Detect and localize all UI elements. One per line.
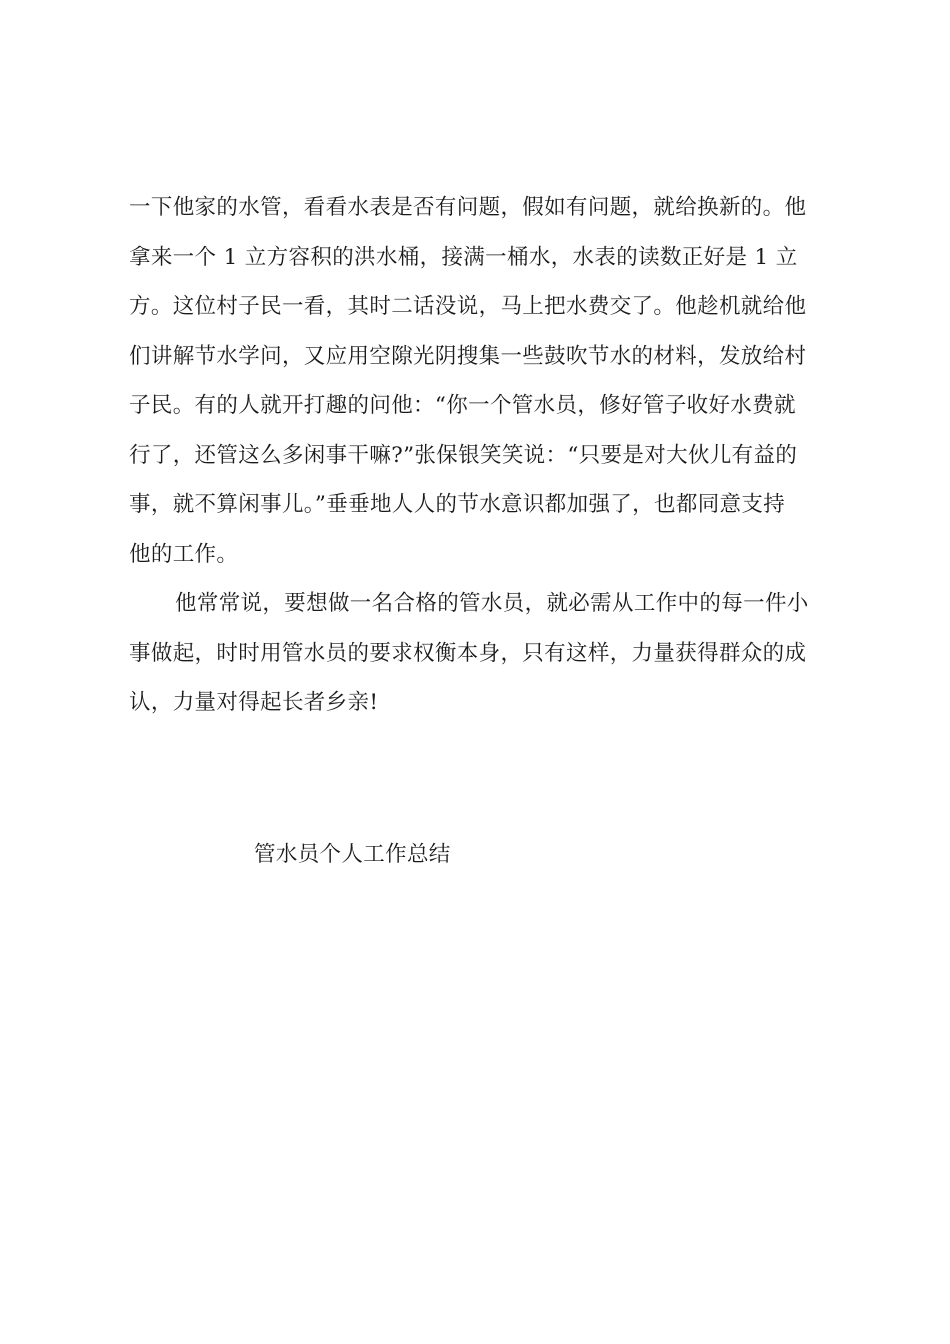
- body-text: [129, 190, 834, 735]
- paragraph-1-line-3: 方。这位村子民一看，其时二话没说，马上把水费交了。他趁机就给他: [129, 294, 807, 319]
- paragraph-1-line-2: 拿来一个 1 立方容积的洪水桶，接满一桶水，水表的读数正好是 1 立: [129, 244, 798, 270]
- paragraph-2-line-1: 他常常说，要想做一名合格的管水员，就必需从工作中的每一件小: [175, 591, 809, 616]
- paragraph-1-line-6: 行了，还管这么多闲事干嘛?”张保银笑笑说：“只要是对大伙儿有益的: [129, 442, 798, 468]
- paragraph-1-line-5: 子民。有的人就开打趣的问他：“你一个管水员，修好管子收好水费就: [129, 393, 796, 418]
- paragraph-2-line-3: 认，力量对得起长者乡亲!: [129, 690, 379, 715]
- paragraph-1-line-8: 他的工作。: [129, 541, 239, 567]
- paragraph-1-line-1: 一下他家的水管，看看水表是否有问题，假如有问题，就给换新的。他: [129, 195, 807, 220]
- paragraph-2-line-2: 事做起，时时用管水员的要求权衡本身，只有这样，力量获得群众的成: [129, 640, 807, 666]
- paragraph-1-line-7: 事，就不算闲事儿。”垂垂地人人的节水意识都加强了，也都同意支持: [129, 492, 786, 517]
- paragraph-1-line-4: 们讲解节水学问，又应用空隙光阴搜集一些鼓吹节水的材料，发放给村: [129, 343, 807, 369]
- section-heading: 管水员个人工作总结: [254, 842, 451, 867]
